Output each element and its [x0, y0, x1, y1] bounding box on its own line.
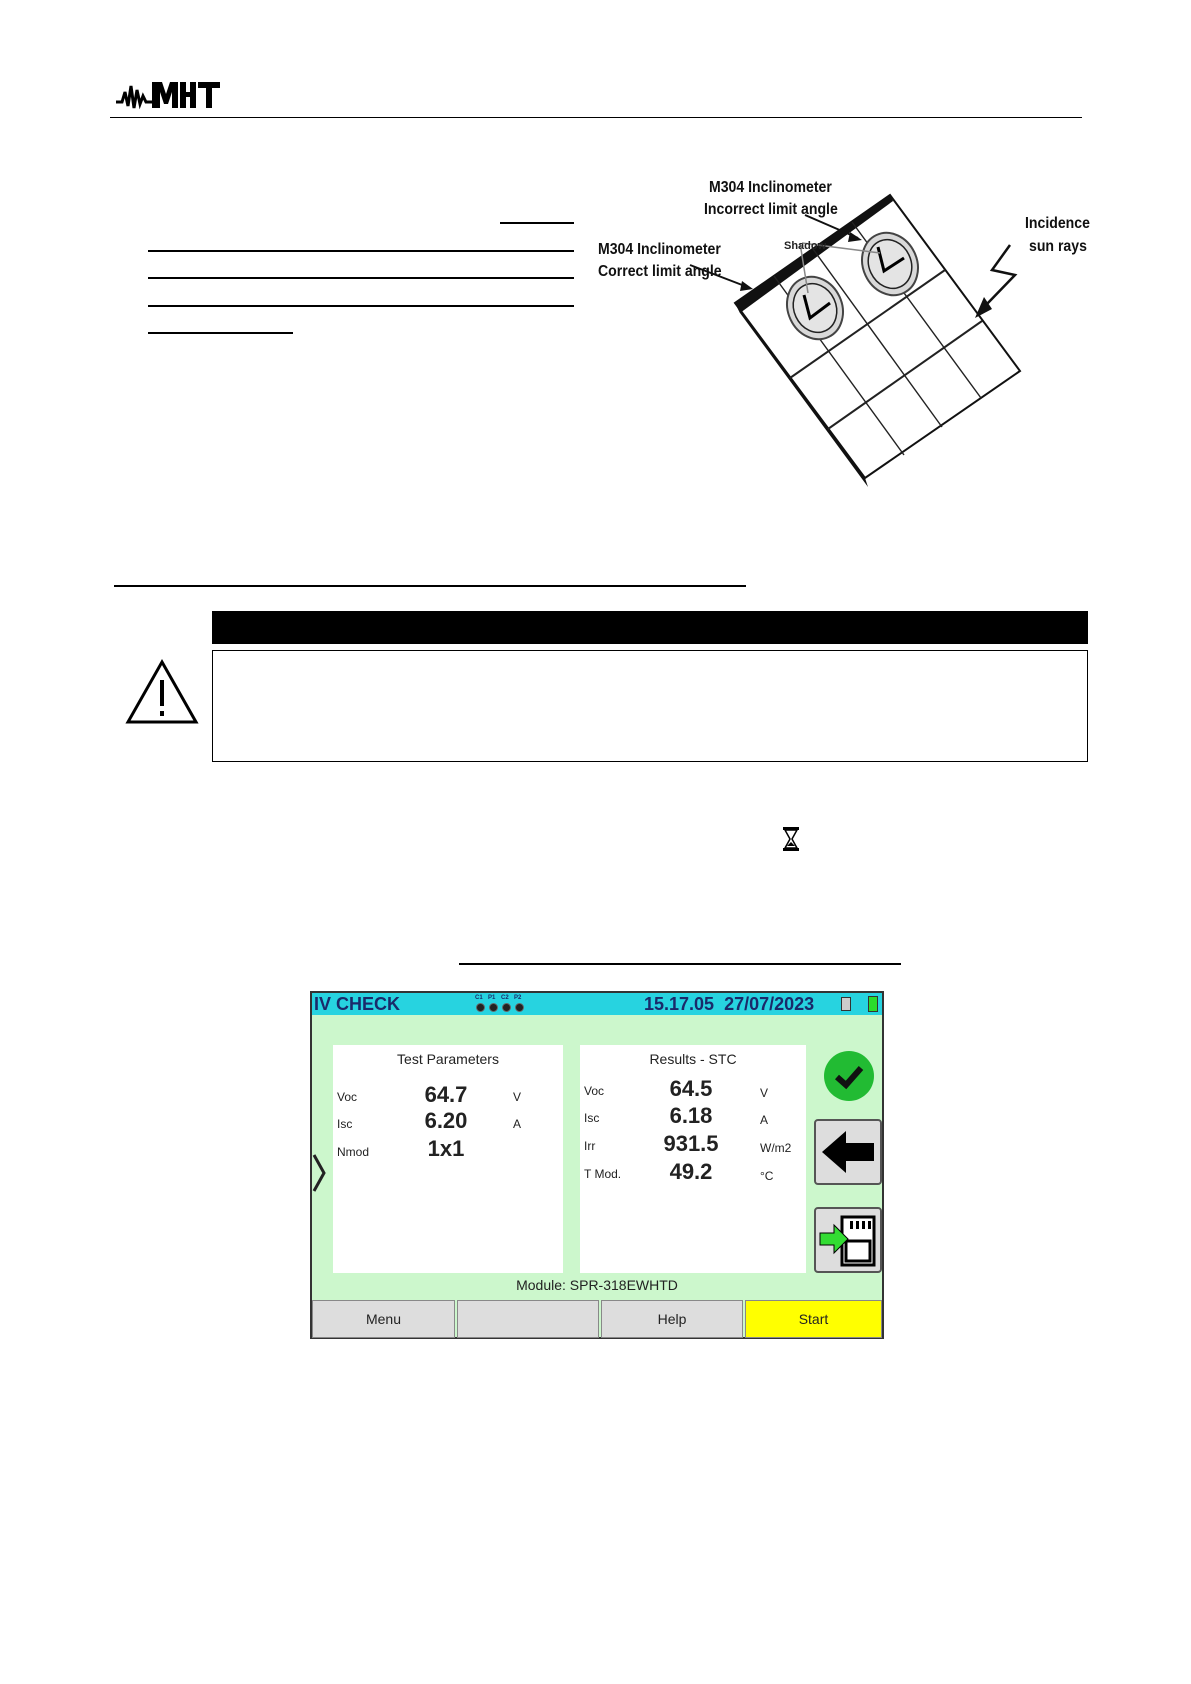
- warning-header-bar: [212, 611, 1088, 644]
- sd-card-icon: [841, 997, 851, 1011]
- help-button[interactable]: Help: [601, 1300, 743, 1338]
- result-label: Voc: [584, 1084, 605, 1098]
- param-label: Isc: [337, 1117, 353, 1131]
- expand-arrow-icon[interactable]: [312, 1153, 326, 1193]
- label-incidence-1: Incidence: [1025, 215, 1090, 232]
- empty-button[interactable]: [457, 1300, 599, 1338]
- ht-logo-graphic: [116, 76, 220, 112]
- figure-caption-underline: [459, 963, 901, 965]
- header-rule: [110, 117, 1082, 118]
- save-to-sd-button[interactable]: [814, 1207, 882, 1273]
- menu-button[interactable]: Menu: [312, 1300, 455, 1338]
- param-value: 6.20: [424, 1108, 468, 1133]
- results-panel: [580, 1045, 806, 1273]
- device-topbar: [312, 993, 882, 1015]
- channel-indicators: [475, 995, 525, 1013]
- result-unit: V: [760, 1086, 769, 1100]
- label-shadow: Shadow: [784, 240, 827, 252]
- back-button[interactable]: [814, 1119, 882, 1185]
- result-label: Irr: [584, 1139, 596, 1153]
- label-incorrect-title: M304 Inclinometer: [709, 179, 832, 196]
- section-heading-underline: [114, 585, 746, 587]
- hourglass-icon: [782, 826, 800, 852]
- device-time: 15.17.05: [644, 994, 715, 1014]
- solar-panel-figure: [590, 175, 1090, 495]
- ht-logo: [116, 76, 220, 112]
- result-unit: A: [760, 1113, 769, 1127]
- result-value: 6.18: [669, 1103, 713, 1128]
- param-unit: A: [513, 1117, 522, 1131]
- label-incorrect-sub: Incorrect limit angle: [704, 201, 838, 218]
- result-label: Isc: [584, 1111, 600, 1125]
- channel-p2: P2: [514, 995, 525, 1013]
- text-underline-3: [148, 277, 574, 279]
- result-label: T Mod.: [584, 1167, 622, 1181]
- param-label: Voc: [337, 1090, 358, 1104]
- param-value: 64.7: [424, 1082, 468, 1107]
- param-value: 1x1: [427, 1136, 465, 1161]
- text-underline-5: [148, 332, 293, 334]
- result-unit: °C: [760, 1169, 774, 1183]
- device-datetime: [644, 993, 814, 1015]
- module-name: Module: SPR-318EWHTD: [516, 1277, 678, 1293]
- ok-check-icon[interactable]: [824, 1051, 874, 1101]
- label-incidence-2: sun rays: [1029, 238, 1087, 255]
- arrow-left-icon: [816, 1121, 880, 1183]
- result-unit: W/m2: [760, 1141, 792, 1155]
- warning-box: [212, 650, 1088, 762]
- device-date: 27/07/2023: [724, 994, 815, 1014]
- param-unit: V: [513, 1090, 522, 1104]
- start-button[interactable]: Start: [745, 1300, 882, 1338]
- channel-c1: C1: [475, 995, 486, 1013]
- param-label: Nmod: [337, 1145, 370, 1159]
- label-correct-sub: Correct limit angle: [598, 263, 722, 280]
- battery-icon: [868, 996, 878, 1012]
- device-title: IV CHECK: [314, 994, 401, 1014]
- inclinometer-diagram: [590, 175, 1090, 495]
- label-correct-title: M304 Inclinometer: [598, 241, 721, 258]
- channel-p1: P1: [488, 995, 499, 1013]
- save-sd-icon: [816, 1209, 880, 1271]
- warning-triangle-icon: [124, 658, 200, 726]
- result-value: 49.2: [669, 1159, 713, 1184]
- device-screen: [310, 991, 884, 1339]
- test-parameters-panel: [333, 1045, 563, 1273]
- text-underline-1: [500, 222, 574, 224]
- results-title: Results - STC: [649, 1051, 737, 1067]
- text-underline-2: [148, 250, 574, 252]
- result-value: 931.5: [663, 1131, 719, 1156]
- channel-c2: C2: [501, 995, 512, 1013]
- text-underline-4: [148, 305, 574, 307]
- test-parameters-title: Test Parameters: [397, 1051, 499, 1067]
- result-value: 64.5: [669, 1076, 713, 1101]
